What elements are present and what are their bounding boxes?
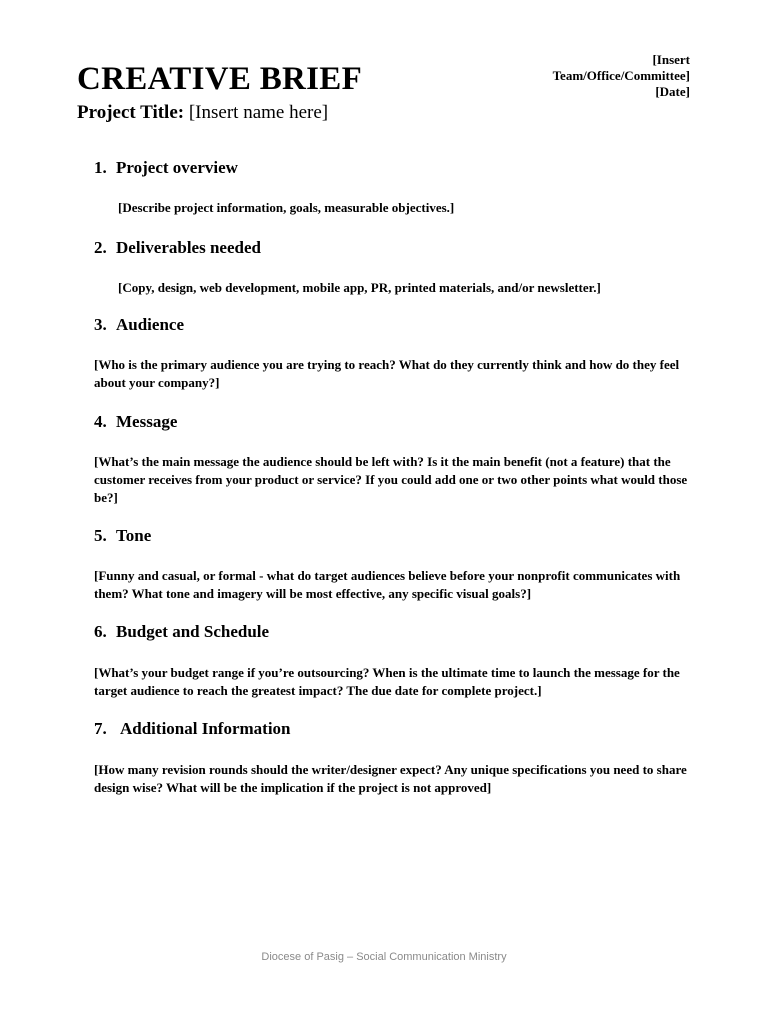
section-body-message: [What’s the main message the audience should be left with? Is it the main benefit (not a feature) that the customer receives from your product or service? If you could add one or two other points what would those be?] bbox=[94, 454, 688, 505]
document-title: CREATIVE BRIEF bbox=[77, 61, 363, 97]
section-title: Budget and Schedule bbox=[116, 622, 270, 641]
section-body-deliverables: [Copy, design, web development, mobile app, PR, printed materials, and/or newsletter.] bbox=[118, 280, 601, 295]
page-footer: Diocese of Pasig – Social Communication Ministry bbox=[261, 951, 507, 963]
project-title bbox=[77, 101, 328, 125]
header-team-date bbox=[553, 52, 690, 100]
section-title: Additional Information bbox=[120, 719, 291, 738]
section-number: 2. bbox=[94, 238, 107, 257]
section-heading-deliverables bbox=[94, 237, 261, 259]
header-line-team: Team/Office/Committee] bbox=[552, 68, 690, 83]
section-title: Tone bbox=[116, 526, 152, 545]
section-body-budget-schedule: [What’s your budget range if you’re outsourcing? When is the ultimate time to launch the message for the target audience to reach the greatest impact? The due date for complete project.] bbox=[94, 665, 680, 698]
project-title-value: [Insert name here] bbox=[184, 102, 329, 123]
header-line-insert: [Insert bbox=[652, 52, 690, 67]
section-number: 1. bbox=[94, 158, 107, 177]
section-body-tone: [Funny and casual, or formal - what do target audiences believe before your nonprofit communicates with them? What tone and imagery will be most effective, any specific visual goals?] bbox=[94, 568, 681, 601]
section-heading-tone bbox=[94, 525, 151, 547]
section-body-project-overview: [Describe project information, goals, measurable objectives.] bbox=[118, 200, 455, 215]
section-body-additional-info: [How many revision rounds should the writer/designer expect? Any unique specifications you need to share design wise? What will be the implication if the project is not approved] bbox=[94, 762, 687, 795]
section-heading-message bbox=[94, 411, 177, 433]
section-title: Deliverables needed bbox=[116, 238, 261, 257]
section-heading-audience bbox=[94, 314, 184, 336]
section-body-audience: [Who is the primary audience you are trying to reach? What do they currently think and how do they feel about your company?] bbox=[94, 357, 680, 390]
section-title: Project overview bbox=[116, 158, 238, 177]
section-number: 6. bbox=[94, 622, 107, 641]
header-line-date: [Date] bbox=[655, 84, 690, 99]
section-number: 7. bbox=[94, 719, 107, 738]
section-heading-project-overview bbox=[94, 157, 238, 179]
section-number: 4. bbox=[94, 412, 107, 431]
section-heading-budget-schedule bbox=[94, 621, 269, 643]
section-title: Audience bbox=[116, 315, 184, 334]
section-number: 3. bbox=[94, 315, 107, 334]
section-title: Message bbox=[116, 412, 178, 431]
project-title-label: Project Title: bbox=[77, 102, 185, 123]
section-heading-additional-info bbox=[94, 718, 291, 740]
section-number: 5. bbox=[94, 526, 107, 545]
